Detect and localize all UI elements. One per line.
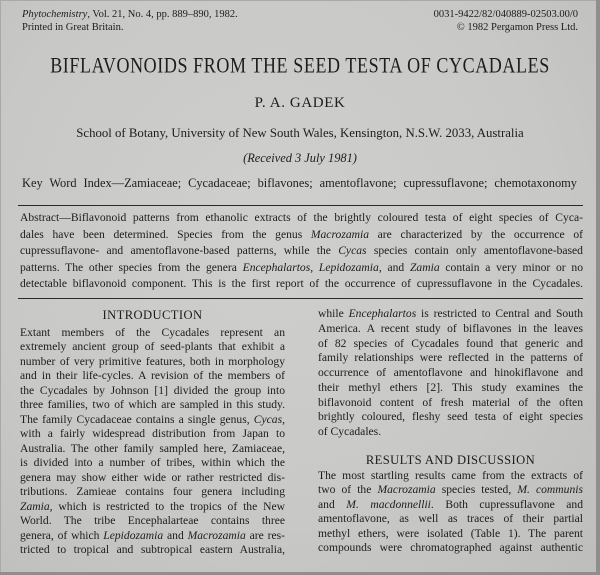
line-text bbox=[20, 485, 285, 499]
text-line bbox=[20, 227, 583, 244]
text-run: species tested, bbox=[435, 483, 518, 497]
line-text bbox=[318, 527, 583, 541]
introduction-continued-text bbox=[318, 307, 583, 440]
italic-term: Macrozamia bbox=[310, 227, 370, 241]
text-run: biflavonoid content of fresh material of the often bbox=[318, 395, 583, 409]
line-text bbox=[20, 442, 285, 456]
line-text bbox=[318, 322, 583, 337]
line-text bbox=[318, 381, 583, 396]
keyword-index bbox=[22, 175, 577, 191]
text-run: patterns. The other species from the genera bbox=[20, 260, 243, 274]
text-line bbox=[318, 337, 583, 352]
italic-term: Zamia bbox=[20, 499, 50, 513]
line-text bbox=[318, 410, 583, 425]
text-run: detectable biflavonoid component. This is the first report of the occurrence of cupressuflavone in the Cycadales. bbox=[20, 277, 583, 290]
text-run: The most startling results came from the extracts of bbox=[318, 469, 583, 482]
text-run: with a fairly widespread distribution from Japan to bbox=[20, 427, 285, 441]
text-run: and in their life-cycles. A revision of the members of bbox=[20, 369, 285, 383]
copyright: © 1982 Pergamon Press Ltd. bbox=[456, 22, 578, 33]
text-run: amentoflavone, as well as traces of their partial bbox=[318, 512, 583, 526]
line-text bbox=[20, 243, 583, 260]
text-run: methyl ethers, were isolated (Table 1). The parent bbox=[318, 526, 583, 540]
text-run: tricted to tropical and subtropical eastern Australia, bbox=[20, 543, 285, 557]
text-line bbox=[20, 398, 285, 412]
line-text bbox=[318, 541, 583, 555]
text-run: contain a very minor or no bbox=[439, 260, 583, 274]
text-run: , bbox=[310, 260, 319, 274]
text-line bbox=[318, 366, 583, 381]
italic-term: Cycas bbox=[338, 244, 367, 257]
line-text bbox=[20, 276, 583, 293]
text-run: three families, two of which are sampled in this study. bbox=[20, 398, 285, 412]
text-run: Abstract—Biflavonoid patterns from ethanolic extracts of the brightly coloured testa of eight species of Cyca- bbox=[20, 211, 583, 224]
text-line bbox=[20, 427, 285, 441]
line-text bbox=[20, 413, 285, 427]
text-run: extremely ancient group of seed-plants that exhibit a bbox=[20, 340, 285, 354]
text-run: compounds were chromatographed against authentic bbox=[318, 541, 583, 555]
text-line bbox=[20, 514, 285, 528]
line-text bbox=[20, 514, 285, 528]
line-text bbox=[20, 398, 285, 412]
text-run: brightly coloured, fleshy seed testa of eight species bbox=[318, 410, 583, 424]
citation-line bbox=[22, 8, 238, 21]
text-line bbox=[20, 369, 285, 383]
text-run: while bbox=[318, 307, 349, 320]
italic-term: Cycas bbox=[253, 412, 283, 426]
text-line bbox=[318, 469, 583, 483]
line-text bbox=[20, 456, 285, 470]
abstract-top-rule bbox=[18, 205, 583, 206]
line-text bbox=[318, 512, 583, 526]
italic-term: M. communis bbox=[517, 483, 583, 497]
text-line bbox=[20, 355, 285, 369]
text-line bbox=[20, 456, 285, 470]
text-run: , which is restricted to the tropics of the New bbox=[49, 499, 285, 513]
text-run: and bbox=[163, 528, 188, 542]
text-line bbox=[318, 307, 583, 322]
text-line bbox=[318, 425, 583, 440]
text-run: the Cycadales by Johnson [1] divided the group into bbox=[20, 383, 285, 397]
text-line bbox=[318, 322, 583, 337]
line-text bbox=[318, 307, 583, 322]
line-text bbox=[318, 425, 381, 440]
text-run: genera, of which bbox=[20, 528, 104, 542]
text-line bbox=[20, 243, 583, 260]
text-run: of 82 species of Cycadales found that generic and bbox=[318, 336, 583, 350]
text-line bbox=[20, 442, 285, 456]
keyword-text: Key Word Index—Zamiaceae; Cycadaceae; biflavones; amentoflavone; cupressuflavone; chemotaxonomy bbox=[22, 176, 577, 190]
received-date: (Received 3 July 1981) bbox=[243, 151, 357, 165]
line-text bbox=[318, 351, 583, 366]
text-run: The family Cycadaceae contains a single genus, bbox=[20, 412, 254, 426]
results-heading: RESULTS AND DISCUSSION bbox=[365, 453, 536, 467]
abstract bbox=[20, 210, 583, 293]
italic-term: Encephalartos bbox=[348, 307, 417, 320]
text-line bbox=[20, 471, 285, 485]
text-run: number of very primitive features, both in morphology bbox=[20, 354, 285, 368]
italic-term: Zamia bbox=[409, 260, 440, 274]
text-line bbox=[20, 384, 285, 398]
line-text bbox=[20, 210, 583, 227]
line-text bbox=[20, 529, 285, 543]
line-text bbox=[318, 498, 583, 512]
affiliation: School of Botany, University of New South Wales, Kensington, N.S.W. 2033, Australia bbox=[76, 126, 524, 140]
text-run: species contain only amentoflavone-based bbox=[366, 244, 583, 257]
text-run: family relationships were reflected in the patterns of bbox=[318, 351, 583, 365]
text-line bbox=[318, 527, 583, 541]
text-run: World. The tribe Encephalarteae contains three bbox=[20, 514, 285, 528]
text-run: occurrence of amentoflavone and hinokiflavone and bbox=[318, 366, 583, 379]
text-line bbox=[20, 543, 285, 557]
introduction-heading: INTRODUCTION bbox=[102, 308, 203, 322]
text-run: Australia. The other family sampled here, Zamiaceae, bbox=[20, 441, 285, 455]
line-text bbox=[318, 337, 583, 352]
line-text bbox=[20, 227, 583, 244]
text-run: their methyl ethers [2]. This study examines the bbox=[318, 380, 583, 394]
italic-term: Macrozamia bbox=[377, 483, 436, 497]
text-line bbox=[318, 396, 583, 411]
italic-term: Lepidozamia bbox=[103, 528, 164, 542]
text-run: . Both cupressuflavone and bbox=[430, 497, 584, 511]
line-text bbox=[318, 483, 583, 497]
line-text bbox=[20, 326, 285, 340]
text-line bbox=[20, 210, 583, 227]
line-text bbox=[20, 500, 285, 514]
text-run: America. A recent study of biflavones in the leaves bbox=[318, 321, 583, 335]
printed-in: Printed in Great Britain. bbox=[22, 22, 124, 33]
abstract-bottom-rule bbox=[18, 298, 583, 299]
italic-term: Lepidozamia bbox=[318, 260, 379, 274]
journal-citation bbox=[22, 8, 238, 34]
text-run: , bbox=[282, 412, 285, 426]
text-run: cupressuflavone- and amentoflavone-based patterns, while the bbox=[20, 244, 339, 257]
line-text bbox=[20, 384, 285, 398]
publisher-info bbox=[434, 8, 578, 34]
line-text bbox=[20, 471, 285, 485]
text-run: are characterized by the occurrence of bbox=[369, 227, 583, 241]
text-line bbox=[20, 500, 285, 514]
text-line bbox=[20, 260, 583, 277]
text-line bbox=[318, 541, 583, 555]
text-run: and bbox=[318, 497, 347, 511]
introduction-text bbox=[20, 326, 285, 558]
text-line bbox=[318, 512, 583, 526]
line-text bbox=[20, 543, 285, 557]
italic-term: M. macdonnellii bbox=[346, 497, 431, 511]
text-line bbox=[20, 276, 583, 293]
line-text bbox=[318, 366, 583, 381]
volume-pages: , Vol. 21, No. 4, pp. 889–890, 1982. bbox=[87, 9, 238, 20]
text-run: tributions. Zamieae contains four genera including bbox=[20, 485, 285, 499]
results-text bbox=[318, 469, 583, 555]
line-text bbox=[318, 469, 583, 483]
line-text bbox=[20, 427, 285, 441]
text-run: is restricted to Central and South bbox=[416, 307, 584, 320]
line-text bbox=[20, 260, 583, 277]
italic-term: Encephalartos bbox=[242, 260, 311, 274]
text-line bbox=[20, 326, 285, 340]
author: P. A. GADEK bbox=[254, 95, 346, 111]
italic-term: Macrozamia bbox=[187, 528, 246, 542]
line-text bbox=[20, 340, 285, 354]
text-run: Extant members of the Cycadales represent an bbox=[20, 326, 285, 339]
line-text bbox=[20, 369, 285, 383]
text-run: is divided into a number of tribes, within which the bbox=[20, 456, 285, 470]
article-code: 0031-9422/82/040889-02503.00/0 bbox=[433, 9, 578, 20]
line-text bbox=[318, 396, 583, 411]
text-line bbox=[318, 498, 583, 512]
text-line bbox=[318, 410, 583, 425]
text-run: are res- bbox=[245, 528, 285, 542]
text-line bbox=[20, 529, 285, 543]
journal-name: Phytochemistry bbox=[22, 9, 88, 20]
text-run: of Cycadales. bbox=[318, 425, 382, 438]
text-line bbox=[20, 340, 285, 354]
text-run: two of the bbox=[318, 483, 378, 497]
text-line bbox=[20, 485, 285, 499]
text-line bbox=[318, 351, 583, 366]
text-run: , and bbox=[378, 260, 410, 274]
text-line bbox=[318, 483, 583, 497]
text-line bbox=[20, 413, 285, 427]
paper-title: BIFLAVONOIDS FROM THE SEED TESTA OF CYCADALES bbox=[50, 52, 550, 78]
text-run: genera may show either wide or rather restricted dis- bbox=[20, 470, 285, 484]
text-line bbox=[318, 381, 583, 396]
line-text bbox=[20, 355, 285, 369]
text-run: dales have been determined. Species from the genus bbox=[20, 227, 311, 241]
